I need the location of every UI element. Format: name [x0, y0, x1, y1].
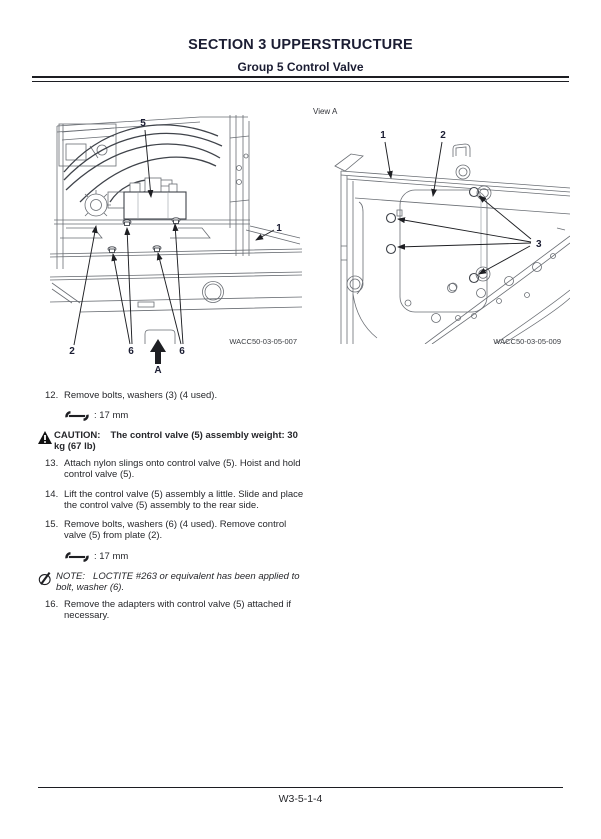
figure-control-valve-installed [50, 106, 302, 376]
step-number: 13. [45, 457, 59, 469]
pen-note-icon [38, 571, 52, 594]
left-callout-6b: 6 [179, 346, 185, 357]
callout-leaders [385, 142, 531, 274]
caution-text: The control valve (5) assembly weight: 30 kg (67 lb) [54, 429, 298, 452]
note-label: NOTE: [56, 570, 86, 582]
right-callout-2: 2 [440, 130, 446, 141]
caution-block [38, 430, 328, 453]
group-title: Group 5 Control Valve [237, 60, 364, 74]
control-valve-block [124, 178, 186, 219]
step-text: Attach nylon slings onto control valve (5). Hoist and hold control valve (5). [64, 457, 301, 480]
procedure-steps [38, 390, 328, 622]
left-callout-1: 1 [276, 223, 282, 234]
caution-label: CAUTION: [54, 429, 101, 441]
step-number: 15. [45, 518, 59, 530]
left-callout-2: 2 [69, 346, 75, 357]
frame-edges [335, 144, 570, 344]
wrench-size: : 17 mm [94, 409, 129, 421]
callout-leaders [74, 130, 274, 345]
left-callout-5: 5 [140, 118, 146, 129]
wrench-size: : 17 mm [94, 550, 129, 562]
step-text: Lift the control valve (5) assembly a little. Slide and place the control valve (5) assembly to the rear side. [64, 488, 304, 511]
header-rule [32, 76, 569, 82]
step-text: Remove bolts, washers (3) (4 used). [64, 390, 218, 401]
mounting-bolts [108, 218, 180, 253]
wrench-icon [64, 410, 90, 422]
step-number: 12. [45, 390, 59, 401]
footer-rule [38, 787, 563, 788]
step-number: 14. [45, 488, 59, 500]
swing-bearing [425, 236, 570, 344]
warning-triangle-icon [38, 430, 52, 453]
step-15 [38, 519, 328, 542]
step-number: 16. [45, 598, 59, 610]
note-text: LOCTITE #263 or equivalent has been applied to bolt, washer (6). [56, 570, 300, 593]
figure-left-caption: WACC50-03-05-007 [229, 337, 297, 346]
hydraulic-hoses [64, 125, 222, 202]
right-callout-3: 3 [536, 239, 542, 250]
page-title: SECTION 3 UPPERSTRUCTURE [188, 37, 413, 53]
left-callout-6a: 6 [128, 346, 134, 357]
wrench-spec-row [64, 410, 328, 422]
right-callout-1: 1 [380, 130, 386, 141]
plate [397, 190, 487, 312]
step-12 [38, 390, 328, 402]
view-a-arrow [150, 339, 166, 364]
figure-view-a [325, 126, 570, 344]
view-a-title: View A [313, 107, 338, 116]
wrench-spec-row [64, 551, 328, 563]
step-13 [38, 458, 328, 481]
view-a-arrow-label: A [154, 365, 162, 376]
step-16 [38, 599, 328, 622]
cover-bracket [145, 330, 175, 344]
step-text: Remove bolts, washers (6) (4 used). Remove control valve (5) from plate (2). [64, 518, 287, 541]
page-number: W3-5-1-4 [278, 793, 323, 805]
washers-and-frame-bolts [347, 165, 491, 292]
figure-right-caption: WACC50-03-05-009 [493, 337, 561, 346]
step-text: Remove the adapters with control valve (5) attached if necessary. [64, 598, 292, 621]
step-14 [38, 489, 328, 512]
note-block [38, 571, 328, 594]
wrench-icon [64, 551, 90, 563]
